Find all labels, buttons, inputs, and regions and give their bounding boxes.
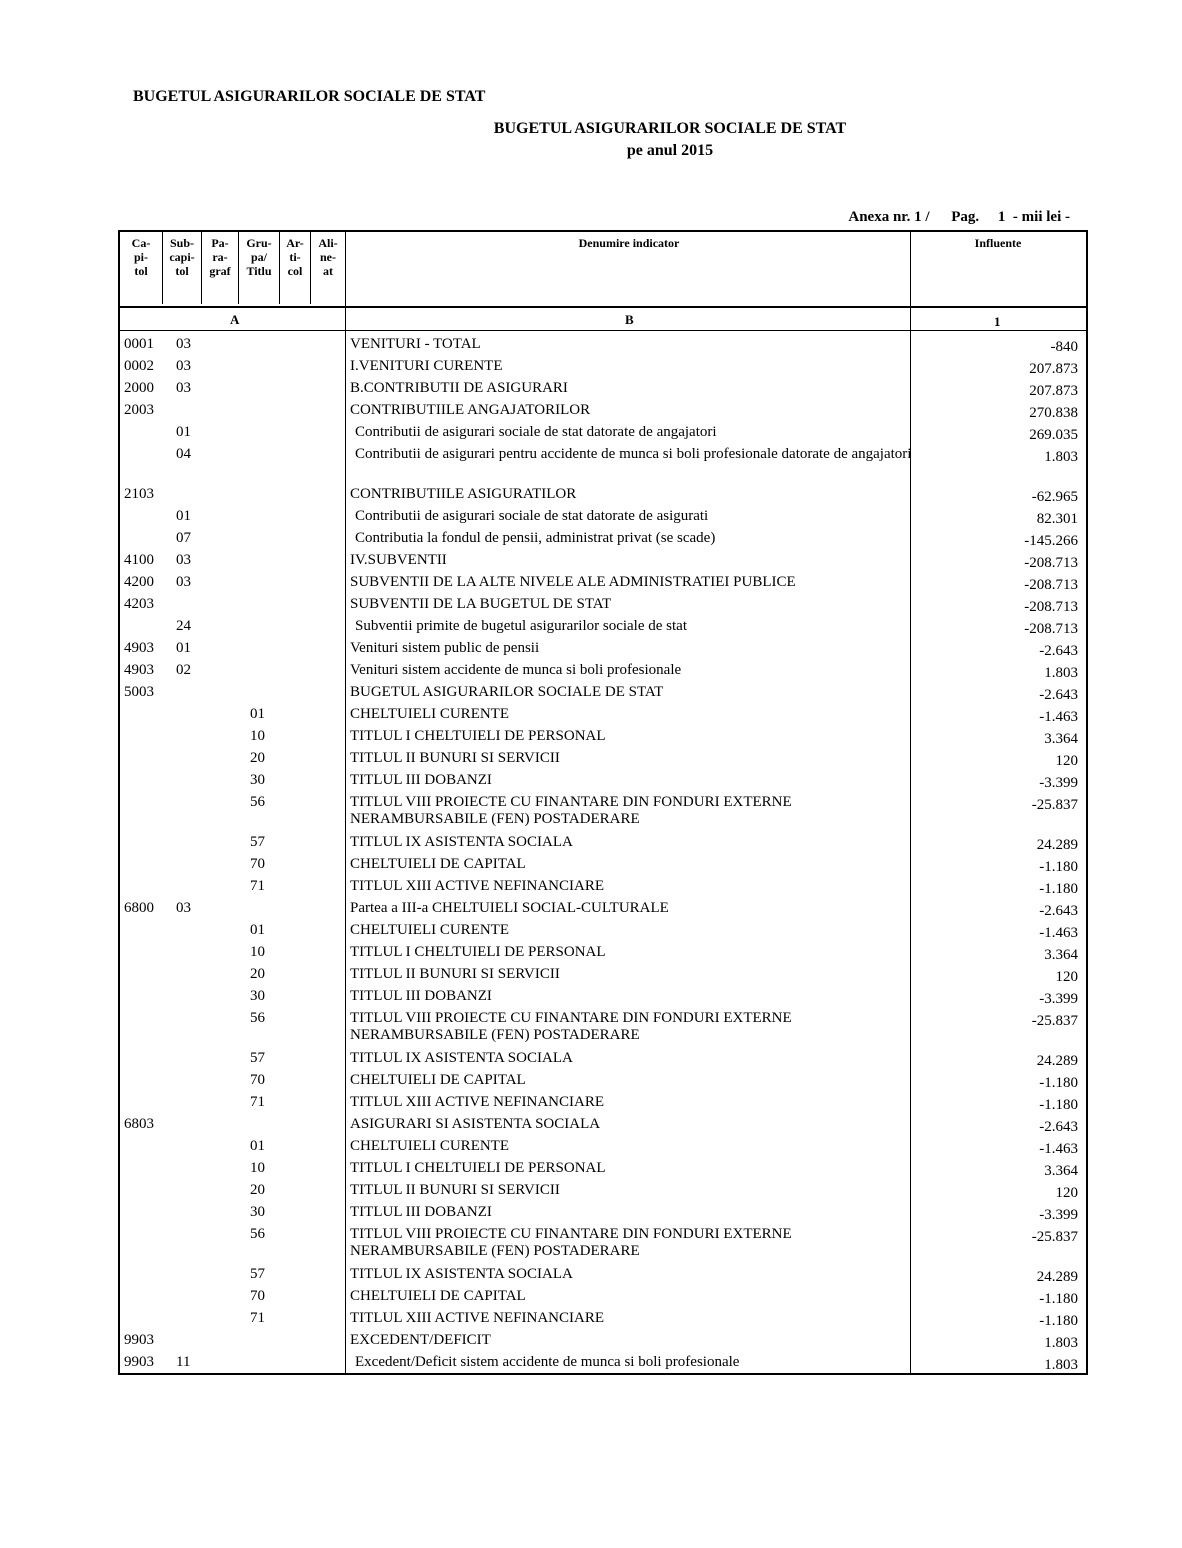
cell-influente: 207.873	[1029, 383, 1078, 399]
cell-grupa: 57	[250, 1266, 265, 1282]
cell-influente: -208.713	[1024, 555, 1078, 571]
cell-capitol: 6800	[124, 900, 154, 916]
cell-influente: -2.643	[1039, 903, 1078, 919]
cell-influente: -1.180	[1039, 1291, 1078, 1307]
unit-label: - mii lei -	[1012, 209, 1070, 225]
cell-denumire: TITLUL II BUNURI SI SERVICII	[350, 966, 560, 982]
cell-influente: 1.803	[1044, 449, 1078, 465]
cell-denumire: TITLUL I CHELTUIELI DE PERSONAL	[350, 728, 606, 744]
cell-denumire: I.VENITURI CURENTE	[350, 358, 503, 374]
cell-denumire: TITLUL VIII PROIECTE CU FINANTARE DIN FONDURI EXTERNE NERAMBURSABILE (FEN) POSTADERARE	[350, 1226, 792, 1259]
cell-denumire: CHELTUIELI CURENTE	[350, 706, 510, 722]
cell-grupa: 70	[250, 1288, 265, 1304]
cell-influente: -1.463	[1039, 1141, 1078, 1157]
cell-influente: 1.803	[1044, 1335, 1078, 1351]
cell-denumire: TITLUL III DOBANZI	[350, 988, 492, 1004]
cell-grupa: 56	[250, 1010, 265, 1026]
cell-denumire: CHELTUIELI CURENTE	[350, 922, 510, 938]
cell-subcapitol: 01	[176, 424, 191, 440]
cell-denumire: Partea a III-a CHELTUIELI SOCIAL-CULTURALE	[350, 900, 669, 916]
cell-influente: -145.266	[1024, 533, 1078, 549]
cell-capitol: 4200	[124, 574, 154, 590]
cell-grupa: 10	[250, 1160, 265, 1176]
cell-grupa: 01	[250, 922, 265, 938]
cell-denumire: Contributii de asigurari sociale de stat datorate de angajatori	[355, 424, 717, 440]
cell-grupa: 30	[250, 772, 265, 788]
budget-table	[118, 230, 1088, 1375]
cell-influente: -840	[1050, 339, 1078, 355]
cell-grupa: 10	[250, 728, 265, 744]
cell-denumire: CHELTUIELI DE CAPITAL	[350, 1072, 526, 1088]
cell-denumire: SUBVENTII DE LA ALTE NIVELE ALE ADMINISTRATIEI PUBLICE	[350, 574, 796, 590]
annex-label: Anexa nr. 1 /	[848, 209, 930, 225]
cell-grupa: 20	[250, 750, 265, 766]
cell-influente: -2.643	[1039, 643, 1078, 659]
cell-influente: 3.364	[1044, 947, 1078, 963]
cell-denumire: SUBVENTII DE LA BUGETUL DE STAT	[350, 596, 612, 612]
cell-grupa: 10	[250, 944, 265, 960]
cell-influente: 120	[1055, 969, 1078, 985]
cell-subcapitol: 04	[176, 446, 191, 462]
cell-influente: 1.803	[1044, 665, 1078, 681]
document-top-title: BUGETUL ASIGURARILOR SOCIALE DE STAT	[133, 88, 486, 105]
cell-capitol: 0001	[124, 336, 154, 352]
cell-subcapitol: 07	[176, 530, 191, 546]
cell-denumire: Venituri sistem public de pensii	[350, 640, 540, 656]
cell-denumire: TITLUL VIII PROIECTE CU FINANTARE DIN FONDURI EXTERNE NERAMBURSABILE (FEN) POSTADERARE	[350, 1010, 792, 1043]
cell-influente: -208.713	[1024, 599, 1078, 615]
cell-denumire: Contributii de asigurari pentru accidente de munca si boli profesionale datorate de angajatori	[355, 446, 912, 462]
cell-capitol: 2000	[124, 380, 154, 396]
col-grupa: Gru- pa/ Titlu	[246, 236, 272, 278]
cell-subcapitol: 03	[176, 552, 191, 568]
cell-subcapitol: 11	[176, 1354, 191, 1370]
cell-capitol: 2003	[124, 402, 154, 418]
cell-capitol: 4903	[124, 662, 154, 678]
cell-denumire: TITLUL XIII ACTIVE NEFINANCIARE	[350, 1094, 604, 1110]
cell-subcapitol: 01	[176, 508, 191, 524]
col-influente: Influente	[974, 236, 1022, 250]
cell-grupa: 71	[250, 878, 265, 894]
cell-influente: -1.463	[1039, 709, 1078, 725]
cell-subcapitol: 02	[176, 662, 191, 678]
cell-denumire: TITLUL I CHELTUIELI DE PERSONAL	[350, 1160, 606, 1176]
cell-grupa: 70	[250, 856, 265, 872]
cell-influente: 24.289	[1036, 1269, 1078, 1285]
col-capitol: Ca- pi- tol	[131, 236, 151, 278]
cell-influente: 24.289	[1036, 1053, 1078, 1069]
cell-influente: 3.364	[1044, 731, 1078, 747]
cell-subcapitol: 01	[176, 640, 191, 656]
cell-influente: -1.180	[1039, 1075, 1078, 1091]
col-alineat: Ali- ne- at	[318, 236, 338, 278]
label-b: B	[625, 312, 634, 327]
cell-denumire: TITLUL IX ASISTENTA SOCIALA	[350, 1050, 573, 1066]
budget-title: BUGETUL ASIGURARILOR SOCIALE DE STAT	[493, 120, 847, 137]
annex-info	[848, 209, 1070, 226]
cell-grupa: 01	[250, 1138, 265, 1154]
cell-denumire: Excedent/Deficit sistem accidente de munca si boli profesionale	[355, 1354, 740, 1370]
cell-denumire: CONTRIBUTIILE ANGAJATORILOR	[350, 402, 591, 418]
cell-influente: 207.873	[1029, 361, 1078, 377]
cell-influente: -25.837	[1031, 1229, 1078, 1245]
page-label: Pag.	[951, 209, 980, 225]
cell-influente: -62.965	[1031, 489, 1078, 505]
cell-subcapitol: 03	[176, 336, 191, 352]
cell-influente: 120	[1055, 1185, 1078, 1201]
cell-influente: -208.713	[1024, 621, 1078, 637]
cell-capitol: 4903	[124, 640, 154, 656]
cell-denumire: Venituri sistem accidente de munca si boli profesionale	[350, 662, 682, 678]
col-articol: Ar- ti- col	[286, 236, 304, 278]
budget-year: pe anul 2015	[626, 142, 714, 159]
cell-grupa: 30	[250, 988, 265, 1004]
cell-grupa: 57	[250, 1050, 265, 1066]
cell-grupa: 56	[250, 1226, 265, 1242]
cell-denumire: TITLUL I CHELTUIELI DE PERSONAL	[350, 944, 606, 960]
cell-denumire: CHELTUIELI DE CAPITAL	[350, 856, 526, 872]
cell-influente: 270.838	[1029, 405, 1078, 421]
cell-influente: -1.180	[1039, 1097, 1078, 1113]
col-subcapitol: Sub- capi- tol	[169, 236, 195, 278]
cell-influente: -25.837	[1031, 1013, 1078, 1029]
cell-capitol: 9903	[124, 1332, 154, 1348]
cell-influente: 120	[1055, 753, 1078, 769]
cell-influente: -3.399	[1039, 991, 1078, 1007]
cell-denumire: BUGETUL ASIGURARILOR SOCIALE DE STAT	[350, 684, 664, 700]
cell-denumire: TITLUL XIII ACTIVE NEFINANCIARE	[350, 1310, 604, 1326]
cell-denumire: CONTRIBUTIILE ASIGURATILOR	[350, 486, 577, 502]
cell-influente: -1.180	[1039, 881, 1078, 897]
cell-capitol: 4100	[124, 552, 154, 568]
cell-denumire: TITLUL VIII PROIECTE CU FINANTARE DIN FONDURI EXTERNE NERAMBURSABILE (FEN) POSTADERARE	[350, 794, 792, 827]
cell-denumire: TITLUL IX ASISTENTA SOCIALA	[350, 1266, 573, 1282]
cell-influente: -2.643	[1039, 687, 1078, 703]
cell-influente: -1.180	[1039, 859, 1078, 875]
cell-influente: 269.035	[1029, 427, 1078, 443]
cell-capitol: 9903	[124, 1354, 154, 1370]
cell-grupa: 71	[250, 1310, 265, 1326]
cell-grupa: 56	[250, 794, 265, 810]
table-header	[120, 232, 1086, 304]
cell-denumire: TITLUL II BUNURI SI SERVICII	[350, 750, 560, 766]
cell-denumire: TITLUL III DOBANZI	[350, 1204, 492, 1220]
cell-grupa: 71	[250, 1094, 265, 1110]
cell-influente: -1.463	[1039, 925, 1078, 941]
cell-grupa: 20	[250, 966, 265, 982]
cell-influente: 1.803	[1044, 1357, 1078, 1373]
cell-denumire: B.CONTRIBUTII DE ASIGURARI	[350, 380, 568, 396]
cell-denumire: Subventii primite de bugetul asigurarilor sociale de stat	[355, 618, 687, 634]
cell-grupa: 01	[250, 706, 265, 722]
document-title	[400, 118, 940, 162]
cell-capitol: 4203	[124, 596, 154, 612]
label-1: 1	[994, 314, 1001, 329]
cell-denumire: Contributia la fondul de pensii, administrat privat (se scade)	[355, 530, 716, 546]
label-a: A	[230, 312, 240, 327]
cell-denumire: CHELTUIELI CURENTE	[350, 1138, 510, 1154]
cell-grupa: 20	[250, 1182, 265, 1198]
cell-capitol: 5003	[124, 684, 154, 700]
cell-denumire: TITLUL IX ASISTENTA SOCIALA	[350, 834, 573, 850]
cell-influente: -3.399	[1039, 775, 1078, 791]
cell-denumire: TITLUL II BUNURI SI SERVICII	[350, 1182, 560, 1198]
cell-grupa: 70	[250, 1072, 265, 1088]
cell-influente: 24.289	[1036, 837, 1078, 853]
cell-denumire: IV.SUBVENTII	[350, 552, 447, 568]
cell-influente: -2.643	[1039, 1119, 1078, 1135]
cell-subcapitol: 03	[176, 574, 191, 590]
cell-subcapitol: 24	[176, 618, 191, 634]
cell-influente: 82.301	[1036, 511, 1078, 527]
cell-subcapitol: 03	[176, 358, 191, 374]
cell-denumire: TITLUL XIII ACTIVE NEFINANCIARE	[350, 878, 604, 894]
cell-denumire: TITLUL III DOBANZI	[350, 772, 492, 788]
cell-grupa: 57	[250, 834, 265, 850]
page-number: 1	[997, 209, 1006, 225]
col-paragraf: Pa- ra- graf	[209, 236, 231, 278]
cell-denumire: EXCEDENT/DEFICIT	[350, 1332, 491, 1348]
cell-capitol: 2103	[124, 486, 154, 502]
cell-influente: 3.364	[1044, 1163, 1078, 1179]
cell-denumire: ASIGURARI SI ASISTENTA SOCIALA	[350, 1116, 601, 1132]
cell-influente: -25.837	[1031, 797, 1078, 813]
cell-denumire: Contributii de asigurari sociale de stat datorate de asigurati	[355, 508, 709, 524]
col-denumire: Denumire indicator	[578, 236, 680, 250]
cell-denumire: CHELTUIELI DE CAPITAL	[350, 1288, 526, 1304]
cell-subcapitol: 03	[176, 380, 191, 396]
cell-influente: -208.713	[1024, 577, 1078, 593]
cell-denumire: VENITURI - TOTAL	[350, 336, 481, 352]
cell-influente: -3.399	[1039, 1207, 1078, 1223]
cell-subcapitol: 03	[176, 900, 191, 916]
cell-grupa: 30	[250, 1204, 265, 1220]
cell-capitol: 6803	[124, 1116, 154, 1132]
cell-influente: -1.180	[1039, 1313, 1078, 1329]
cell-capitol: 0002	[124, 358, 154, 374]
